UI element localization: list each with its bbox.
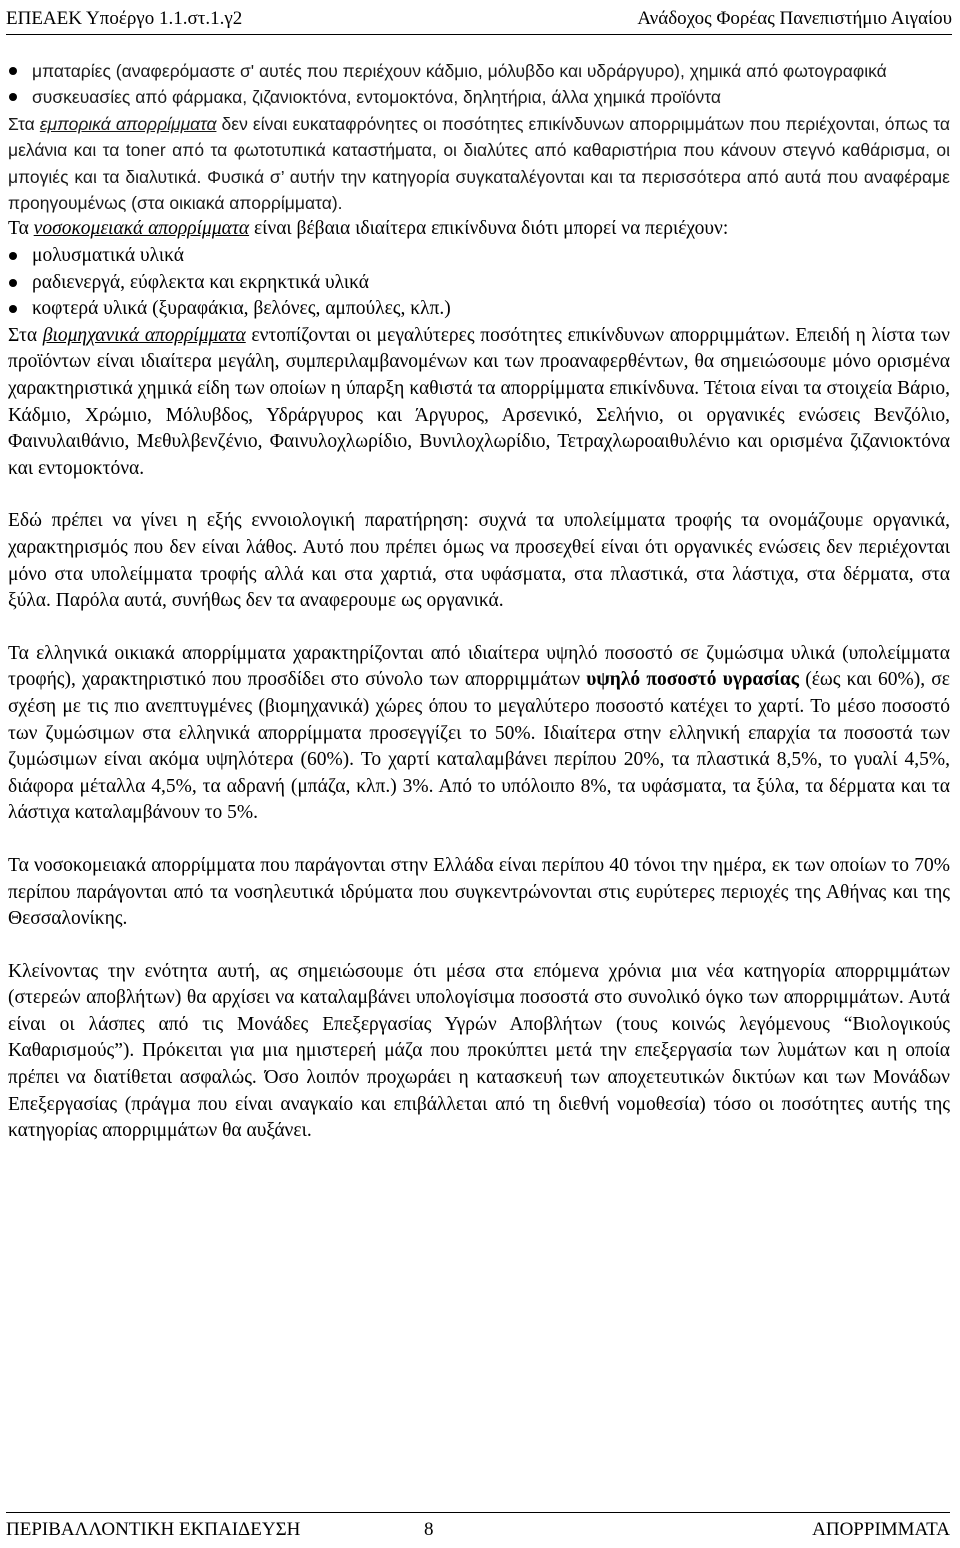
list-item-text: μολυσματικά υλικά: [32, 245, 184, 267]
text-run: Τα ελληνικά οικιακά απορρίμματα χαρακτηρίζονται από ιδιαίτερα υψηλό ποσοστό σε ζυμώσιμα υλικά (υπολείμματα τροφής), χαρακτηριστικό που προσδίδει στο σύνολο των απορριμμάτων: [8, 642, 950, 691]
list-item: [8, 270, 950, 297]
term-commercial-waste: εμπορικά απορρίμματα: [39, 113, 217, 134]
text-run: (έως και 60%), σε σχέση με τις πιο ανεπτυγμένες (βιομηχανικά) χώρες όπου το μεγαλύτερο ποσοστό κατέχει το χαρτί. Το μέσο ποσοστό των ζυμώσιμων στα ελληνικά απορρίμματα προσεγγίζει το 50%. Ιδιαίτερα στην ελληνική επαρχία τα ποσοστά των ζυμώσιμων είναι ακόμα υψηλότερα (60%). Το χαρτί καταλαμβάνει περίπου 20%, τα πλαστικά 8,5%, το γυαλί 4,5%, διάφορα μέταλλα 4,5%, τα αδρανή (μπάζα, κλπ.) 3%. Από το υπόλοιπο 8%, τα υφάσματα, τα ξύλα, τα δέρματα και τα λάστιχα καταλαμβάνουν το 5%.: [8, 669, 950, 824]
closing-paragraph: Κλείνοντας την ενότητα αυτή, ας σημειώσουμε ότι μέσα στα επόμενα χρόνια μια νέα κατηγορία απορριμμάτων (στερεών αποβλήτων) θα αρχίσει να καταλαμβάνει υπολογίσιμα ποσοστά στο συνολικό όγκο των απορριμμάτων. Αυτά είναι οι λάσπες από τις Μονάδες Επεξεργασίας Υγρών Αποβλήτων (τους κοινώς λεγόμενους “Βιολογικούς Καθαρισμούς”). Πρόκειται για μια ημιστερεή μάζα που προκύπτει μετά την επεξεργασία των λυμάτων και η οποία πρέπει να διατίθεται ασφαλώς. Όσο λοιπόν προχωράει η κατασκευή των αποχετευτικών δικτύων και των Μονάδων Επεξεργασίας (πράγμα που είναι αναγκαίο και επιβάλλεται από τη διεθνή νομοθεσία) τόσο οι ποσότητες αυτής της κατηγορίας απορριμμάτων θα αυξάνει.: [8, 960, 950, 1142]
term-hospital-waste: νοσοκομειακά απορρίμματα: [33, 218, 250, 240]
text-run: Στα: [8, 113, 40, 134]
header-project: ΕΠΕΑΕΚ Υποέργο 1.1.στ.1.γ2: [6, 8, 243, 29]
list-item-text: μπαταρίες (αναφερόμαστε σ' αυτές που περιέχουν κάδμιο, μόλυβδο και υδράργυρο), χημικά από φωτογραφικά: [32, 61, 887, 81]
bullet-icon: [9, 279, 17, 287]
organic-note-paragraph: Εδώ πρέπει να γίνει η εξής εννοιολογική παρατήρηση: συχνά τα υπολείμματα τροφής τα ονομάζουμε οργανικά, χαρακτηρισμός που δεν είναι λάθος. Αυτό που πρέπει όμως να προσεχθεί είναι ότι οργανικές ενώσεις δεν περιέχονται μόνο στα υπολείμματα τροφής αλλά και στα χαρτιά, στα υφάσματα, στα πλαστικά, στα λάστιχα, στα δέρματα, στα ξύλα. Παρόλα αυτά, συνήθως δεν τα αναφερουμε ως οργανικά.: [8, 510, 950, 612]
text-run: εντοπίζονται οι μεγαλύτερες ποσότητες επικίνδυνων απορριμμάτων.: [245, 324, 790, 346]
hospital-waste-list: [8, 243, 950, 323]
list-item-text: ραδιενεργά, εύφλεκτα και εκρηκτικά υλικά: [32, 271, 369, 293]
hospital-waste-greece-paragraph: Τα νοσοκομειακά απορρίμματα που παράγονται στην Ελλάδα είναι περίπου 40 τόνοι την ημέρα, εκ των οποίων το 70% περίπου παράγονται από τα νοσηλευτικά ιδρύματα που συγκεντρώνονται στις ευρύτερες περιοχές της Αθήνας και της Θεσσαλονίκης.: [8, 854, 950, 930]
text-run: δεν είναι ευκαταφρόνητες οι ποσότητες επικίνδυνων απορριμμάτων που περιέχονται, όπως τα μελάνια και τα toner από τα φωτοτυπικά καταστήματα, οι διαλύτες από καθαριστήρια που κάνουν στεγνό καθάρισμα, οι μπογιές και τα διαλυτικά. Φυσικά σ’ αυτήν την κατηγορία συγκαταλέγονται και τα περισσότερα από αυτά που αναφέραμε προηγουμένως (στα οικιακά απορρίμματα).: [8, 113, 950, 214]
text-run: είναι βέβαια ιδιαίτερα επικίνδυνα διότι μπορεί να περιέχουν:: [249, 218, 729, 240]
bullet-icon: [9, 93, 17, 101]
page-body: [8, 58, 950, 1145]
paragraph-gap: [8, 827, 950, 853]
hazardous-household-list: [8, 58, 950, 111]
high-moisture-emphasis: υψηλό ποσοστό υγρασίας: [586, 669, 800, 691]
header-institution: Ανάδοχος Φορέας Πανεπιστήμιο Αιγαίου: [637, 8, 952, 29]
page-footer: [6, 1512, 950, 1543]
text-run: Στα: [8, 324, 43, 346]
industrial-waste-paragraph: [8, 323, 950, 483]
list-item: [8, 243, 950, 270]
term-industrial-waste: βιομηχανικά απορρίμματα: [42, 324, 246, 346]
hospital-waste-intro: [8, 216, 950, 243]
paragraph-gap: [8, 933, 950, 959]
list-item-text: συσκευασίες από φάρμακα, ζιζανιοκτόνα, εντομοκτόνα, δηλητήρια, άλλα χημικά προϊόντα: [32, 87, 721, 108]
text-run: Επειδή η λίστα των προϊόντων είναι ιδιαίτερα μεγάλη, συμπεριλαμβανομένων και των προαναφερθέντων, θα σημειώσουμε μόνο ορισμένα χαρακτηριστικά χημικά είδη των οποίων η ύπαρξη καθιστά τα απορρίμματα επικίνδυνα. Τέτοια είναι τα στοιχεία Βάριο, Κάδμιο, Χρώμιο, Μόλυβδος, Υδράργυρος και Άργυρος, Αρσενικό, Σελήνιο, οι οργανικές ενώσεις Βενζόλιο, Φαινυλαιθάνιο, Μεθυλβενζένιο, Φαινυλοχλωρίδιο, Βυνιλοχλωρίδιο, Τετραχλωροαιθυλένιο και ορισμένα ζιζανιοκτόνα και εντομοκτόνα.: [8, 324, 950, 479]
list-item: [8, 84, 950, 110]
list-item: [8, 296, 950, 323]
bullet-icon: [9, 67, 17, 75]
bullet-icon: [9, 305, 17, 313]
page-number: 8: [424, 1519, 434, 1540]
page-header: [6, 4, 952, 35]
bullet-icon: [9, 252, 17, 260]
footer-chapter: ΑΠΟΡΡΙΜΜΑΤΑ: [812, 1519, 950, 1540]
commercial-waste-paragraph: [8, 111, 950, 217]
list-item: [8, 58, 950, 84]
paragraph-gap: [8, 615, 950, 641]
greek-waste-composition-paragraph: [8, 641, 950, 827]
list-item-text: κοφτερά υλικά (ξυραφάκια, βελόνες, αμπούλες, κλπ.): [32, 298, 451, 320]
text-run: Τα: [8, 218, 34, 240]
footer-course: ΠΕΡΙΒΑΛΛΟΝΤΙΚΗ ΕΚΠΑΙΔΕΥΣΗ: [6, 1519, 301, 1540]
paragraph-gap: [8, 482, 950, 508]
